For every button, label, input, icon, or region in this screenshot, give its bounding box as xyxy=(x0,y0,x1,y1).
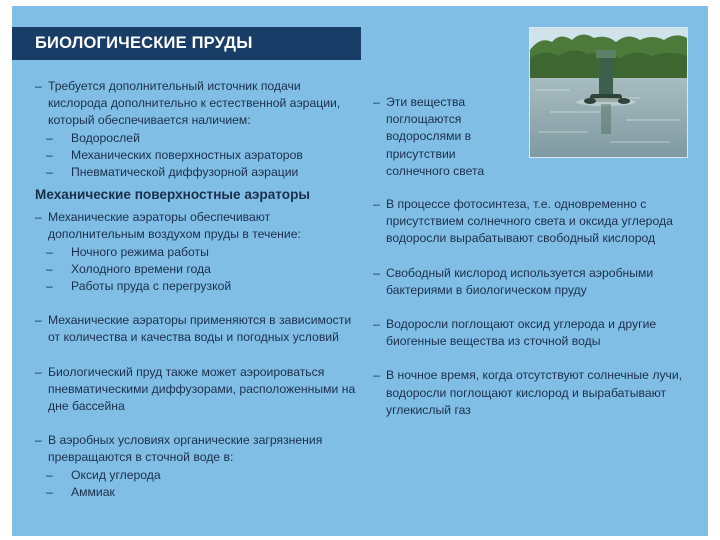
sub-bullet-text: Ночного режима работы xyxy=(71,244,209,259)
section-heading: Механические поверхностные аэраторы xyxy=(35,187,310,203)
bullet-absorption: – Эти вещества поглощаются водорослями в присутствии солнечного света xyxy=(373,95,485,178)
sub-bullet-text: Пневматической диффузорной аэрации xyxy=(71,165,299,180)
bullet-intro xyxy=(35,78,357,130)
bullet-text: Механические аэраторы применяются в зависимости от количества и качества воды и погодных условий xyxy=(48,313,352,345)
sub-bullet: – Холодного времени года xyxy=(46,261,211,276)
sub-bullet: – Пневматической диффузорной аэрации xyxy=(46,165,299,180)
bullet-text: В аэробных условиях органические загрязнения превращаются в сточной воде в: xyxy=(48,433,323,465)
bullet-text: В процессе фотосинтеза, т.е. одновременно с присутствием солнечного света и оксида углерода водоросли вырабатывают свободный кислород xyxy=(386,197,673,246)
sub-bullet-text: Холодного времени года xyxy=(71,261,211,276)
left-column xyxy=(35,78,357,501)
pond-aerator-photo xyxy=(529,27,688,158)
bullet-photosynthesis: – В процессе фотосинтеза, т.е. одновременно с присутствием солнечного света и оксида углерода водоросли вырабатывают свободный кислород xyxy=(373,197,673,246)
bullet-free-oxygen: – Свободный кислород используется аэробными бактериями в биологическом пруду xyxy=(373,265,654,297)
sub-bullet: – Оксид углерода xyxy=(46,467,161,482)
sub-bullet-text: Аммиак xyxy=(71,484,115,499)
sub-bullet: – Механических поверхностных аэраторов xyxy=(46,147,303,162)
bullet-aerators: – Механические аэраторы обеспечивают дополнительным воздухом пруды в течение: xyxy=(35,210,301,242)
bullet-aerobic: – В аэробных условиях органические загрязнения превращаются в сточной воде в: xyxy=(35,433,323,465)
dash-marker: – xyxy=(35,79,42,93)
bullet-night: – В ночное время, когда отсутствуют солнечные лучи, водоросли поглощают кислород и вырабатывают углекислый газ xyxy=(373,368,683,417)
sub-bullet-text: Механических поверхностных аэраторов xyxy=(71,147,303,162)
sub-bullet: – Работы пруда с перегрузкой xyxy=(46,279,232,294)
bullet-text: Свободный кислород используется аэробными бактериями в биологическом пруду xyxy=(386,265,654,297)
sub-bullet: – Водорослей xyxy=(46,130,140,145)
sub-bullet-text: Работы пруда с перегрузкой xyxy=(71,279,232,294)
bullet-text: Биологический пруд также может аэроироваться пневматическими диффузорами, расположенными на дне бассейна xyxy=(48,364,356,414)
bullet-text: Эти вещества поглощаются водорослями в присутствии солнечного света xyxy=(386,95,485,178)
bullet-usage: – Механические аэраторы применяются в зависимости от количества и качества воды и погодных условий xyxy=(35,313,352,345)
bullet-algae-absorb: – Водоросли поглощают оксид углерода и другие биогенные вещества из сточной воды xyxy=(373,317,657,349)
sub-bullet: – Аммиак xyxy=(46,484,115,499)
bullet-text: Водоросли поглощают оксид углерода и другие биогенные вещества из сточной воды xyxy=(386,317,657,349)
right-top-block xyxy=(373,94,498,180)
right-column xyxy=(373,196,683,419)
page-title: БИОЛОГИЧЕСКИЕ ПРУДЫ xyxy=(35,34,253,52)
sub-bullet: – Ночного режима работы xyxy=(46,244,209,259)
bullet-text: В ночное время, когда отсутствуют солнечные лучи, водоросли поглощают кислород и вырабатывают углекислый газ xyxy=(386,368,683,417)
bullet-diffusers: – Биологический пруд также может аэроироваться пневматическими диффузорами, расположенными на дне бассейна xyxy=(35,364,356,414)
sub-bullet-text: Водорослей xyxy=(71,130,140,145)
bullet-text: Требуется дополнительный источник подачи кислорода дополнительно к естественной аэрации, который обеспечивается наличием: xyxy=(48,79,341,128)
bullet-text: Механические аэраторы обеспечивают дополнительным воздухом пруды в течение: xyxy=(48,210,301,242)
sub-bullet-text: Оксид углерода xyxy=(71,467,161,482)
